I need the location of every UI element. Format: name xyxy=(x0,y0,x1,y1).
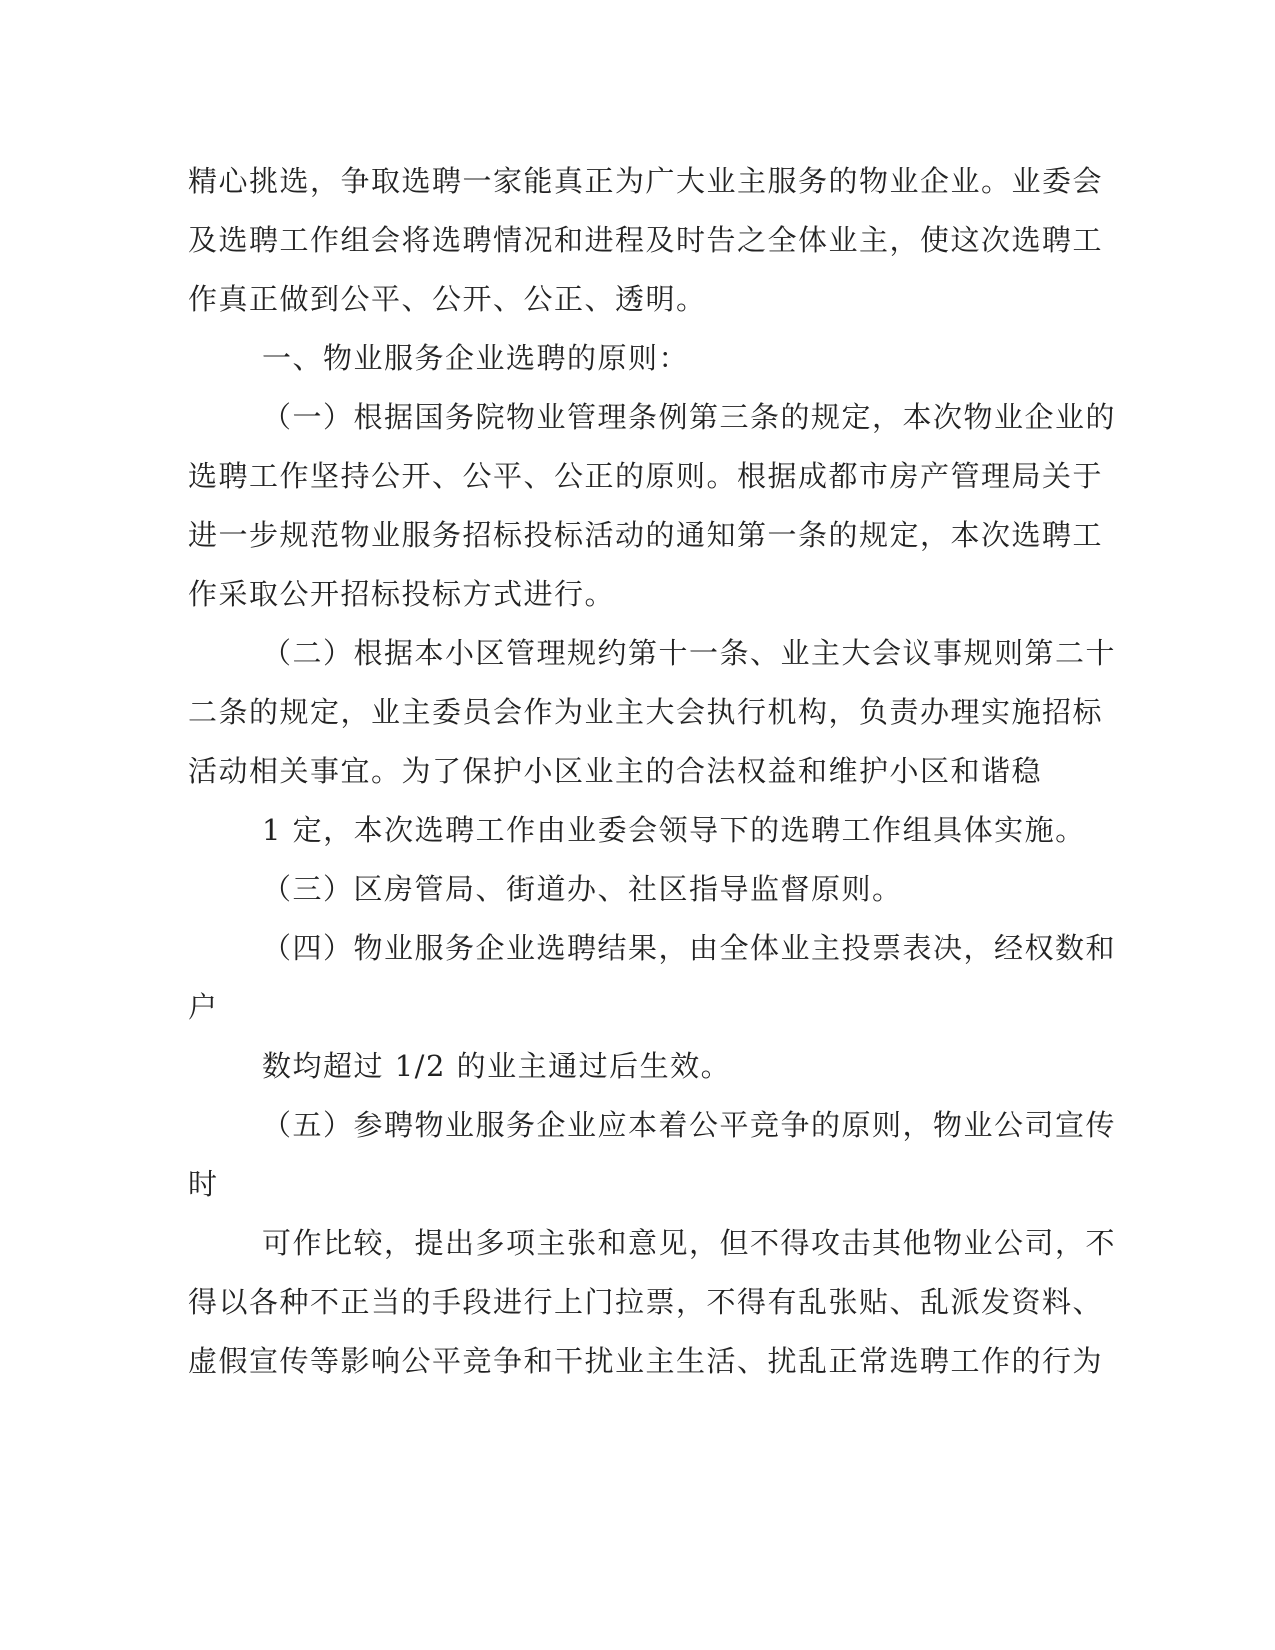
text-line: 虚假宣传等影响公平竞争和干扰业主生活、扰乱正常选聘工作的行为 xyxy=(188,1344,1104,1378)
text-line: 二条的规定，业主委员会作为业主大会执行机构，负责办理实施招标 xyxy=(188,695,1104,729)
text-line: 精心挑选，争取选聘一家能真正为广大业主服务的物业企业。业委会 xyxy=(188,164,1104,198)
text-line: （一）根据国务院物业管理条例第三条的规定，本次物业企业的 xyxy=(262,400,1117,434)
text-line: 可作比较，提出多项主张和意见，但不得攻击其他物业公司，不 xyxy=(262,1226,1117,1260)
text-line: （三）区房管局、街道办、社区指导监督原则。 xyxy=(262,872,903,906)
text-line: 及选聘工作组会将选聘情况和进程及时告之全体业主，使这次选聘工 xyxy=(188,223,1104,257)
text-line: （五）参聘物业服务企业应本着公平竞争的原则，物业公司宣传 xyxy=(262,1108,1117,1142)
text-line: 作采取公开招标投标方式进行。 xyxy=(188,577,616,611)
text-line: 1 定，本次选聘工作由业委会领导下的选聘工作组具体实施。 xyxy=(262,813,1086,847)
text-line: 户 xyxy=(188,990,219,1024)
text-line: 选聘工作坚持公开、公平、公正的原则。根据成都市房产管理局关于 xyxy=(188,459,1104,493)
text-line: 进一步规范物业服务招标投标活动的通知第一条的规定，本次选聘工 xyxy=(188,518,1104,552)
text-line: （四）物业服务企业选聘结果，由全体业主投票表决，经权数和 xyxy=(262,931,1117,965)
text-line: 时 xyxy=(188,1167,219,1201)
text-line: 作真正做到公平、公开、公正、透明。 xyxy=(188,282,707,316)
section-heading: 一、物业服务企业选聘的原则： xyxy=(262,341,690,375)
text-line: 数均超过 1/2 的业主通过后生效。 xyxy=(262,1049,732,1083)
text-line: 活动相关事宜。为了保护小区业主的合法权益和维护小区和谐稳 xyxy=(188,754,1043,788)
text-line: （二）根据本小区管理规约第十一条、业主大会议事规则第二十 xyxy=(262,636,1117,670)
text-line: 得以各种不正当的手段进行上门拉票，不得有乱张贴、乱派发资料、 xyxy=(188,1285,1104,1319)
